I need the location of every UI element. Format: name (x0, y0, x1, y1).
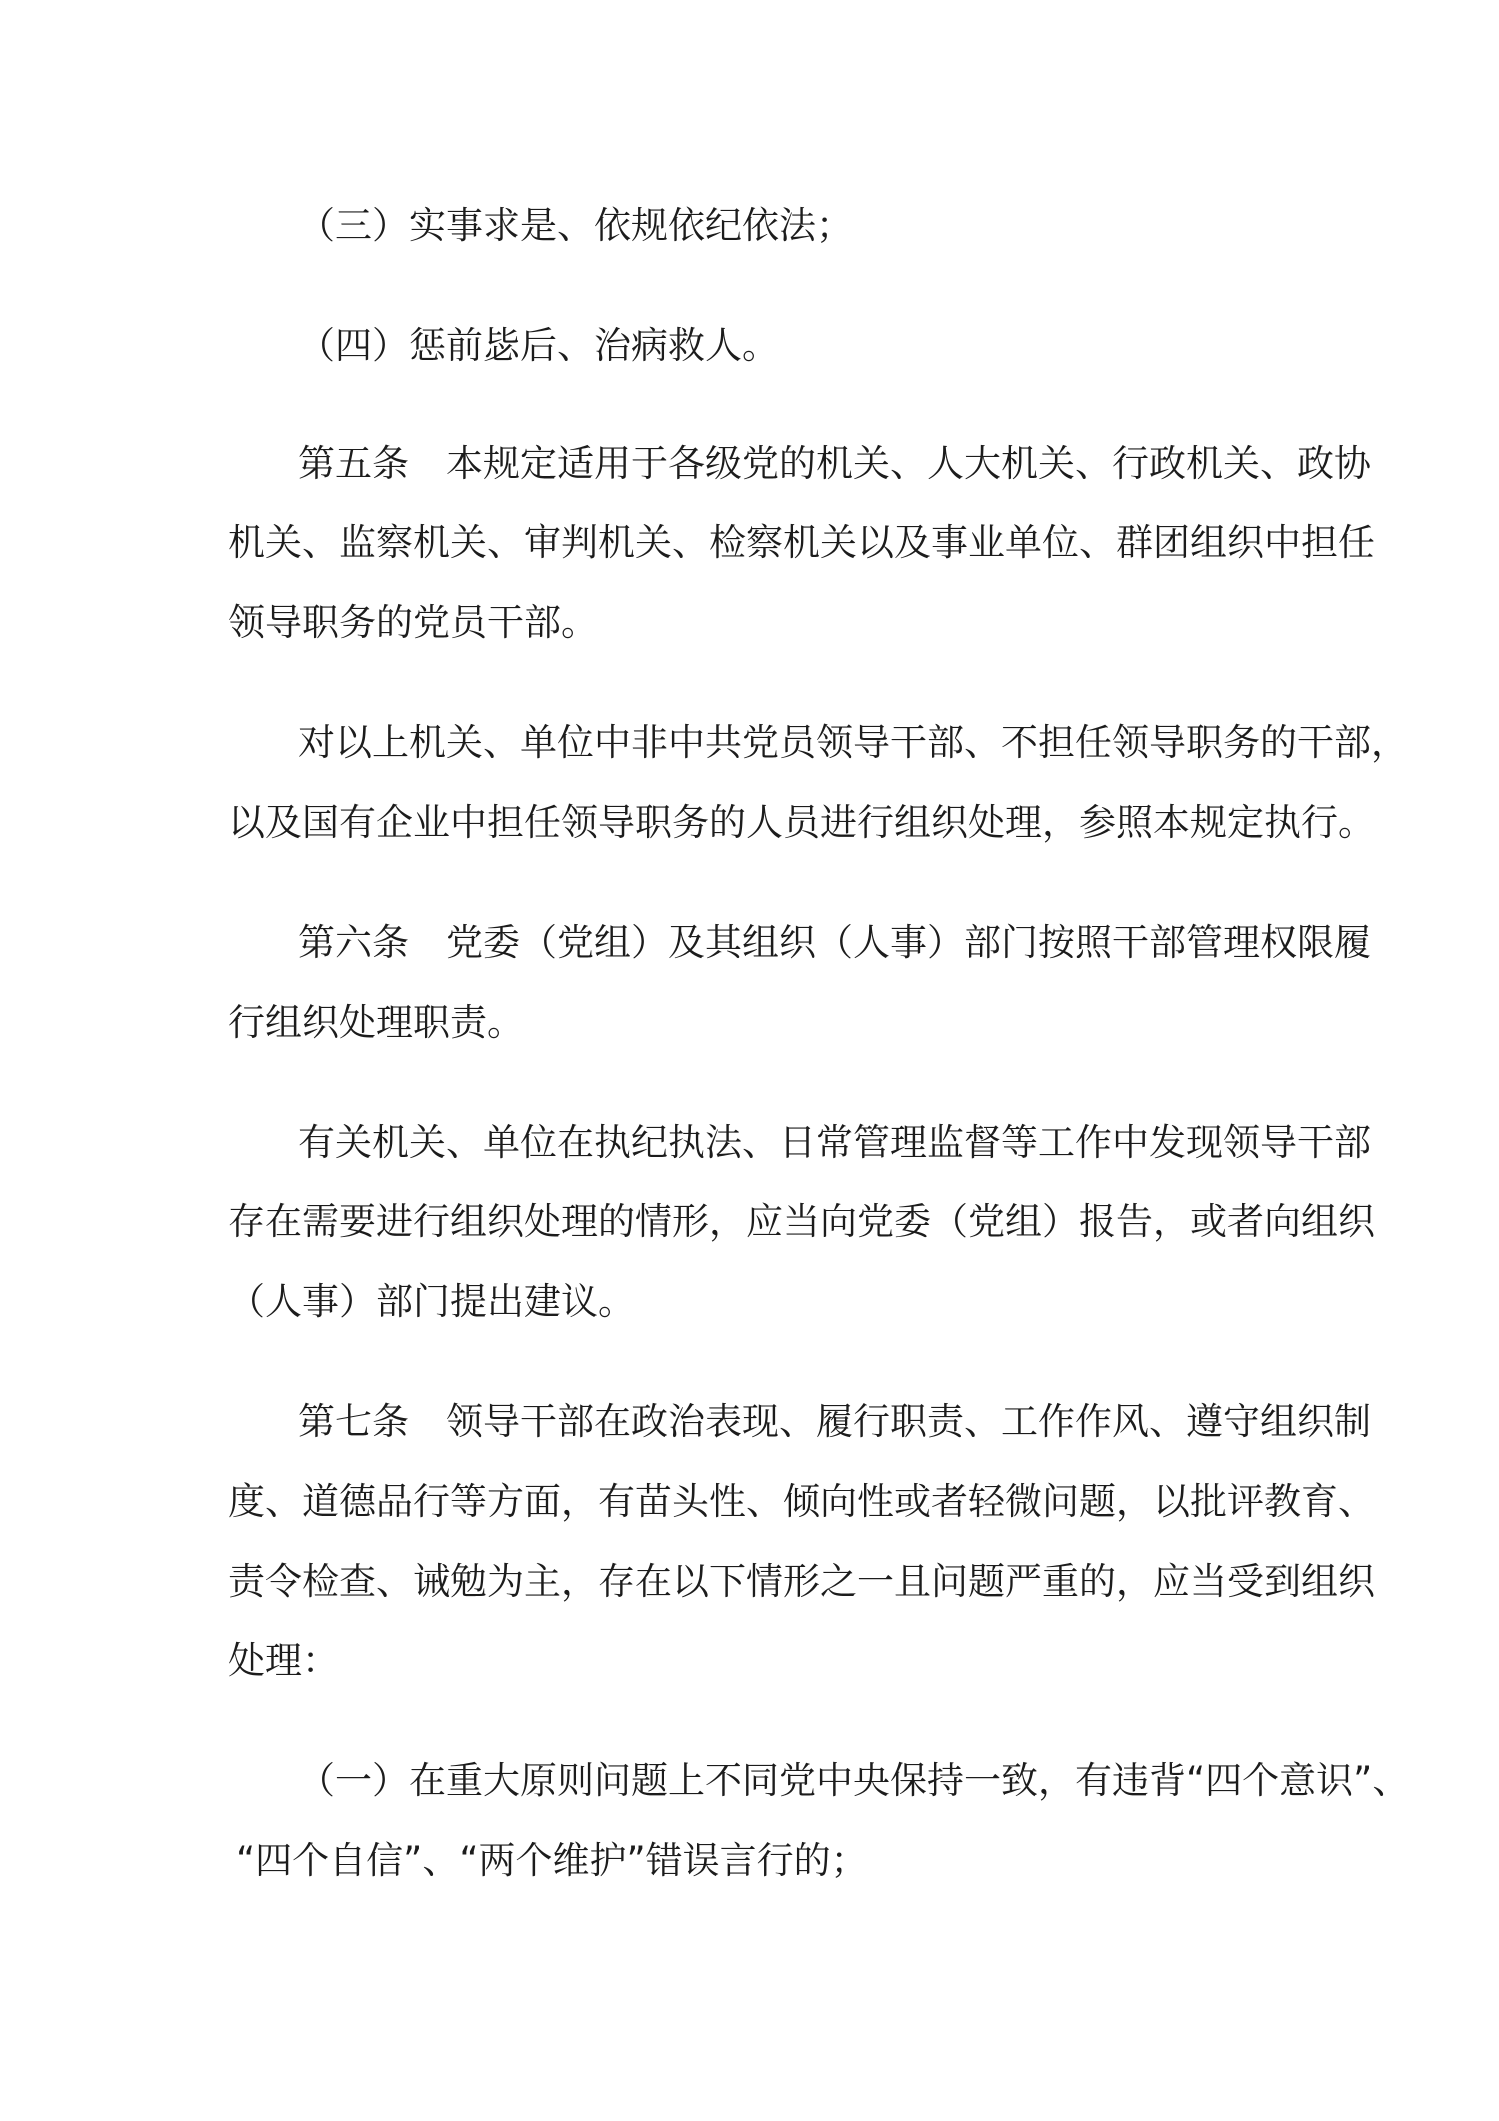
article-6-para-2-line-2: 存在需要进行组织处理的情形，应当向党委（党组）报告，或者向组织 (228, 1200, 1375, 1243)
article-7-item-1-line-1: （一）在重大原则问题上不同党中央保持一致，有违背“四个意识”、 (298, 1759, 1410, 1802)
article-7-item-1-line-2: “四个自信”、“两个维护”错误言行的； (236, 1839, 868, 1882)
article-5-line-2: 机关、监察机关、审判机关、检察机关以及事业单位、群团组织中担任 (228, 521, 1375, 564)
article-6-line-1: 第六条 党委（党组）及其组织（人事）部门按照干部管理权限履 (298, 921, 1371, 964)
article-6-para-2-line-3: （人事）部门提出建议。 (228, 1280, 635, 1323)
article-6-para-2-line-1: 有关机关、单位在执纪执法、日常管理监督等工作中发现领导干部 (298, 1121, 1371, 1164)
article-5-para-2-line-2: 以及国有企业中担任领导职务的人员进行组织处理，参照本规定执行。 (228, 801, 1375, 844)
article-7-line-4: 处理： (228, 1639, 339, 1682)
article-7-line-2: 度、道德品行等方面，有苗头性、倾向性或者轻微问题，以批评教育、 (228, 1480, 1375, 1523)
article-7-line-1: 第七条 领导干部在政治表现、履行职责、工作作风、遵守组织制 (298, 1400, 1371, 1443)
article-5-line-3: 领导职务的党员干部。 (228, 601, 598, 644)
article-7-line-3: 责令检查、诫勉为主，存在以下情形之一且问题严重的，应当受到组织 (228, 1560, 1375, 1603)
list-item-4: （四）惩前毖后、治病救人。 (298, 324, 779, 367)
article-6-line-2: 行组织处理职责。 (228, 1001, 524, 1044)
article-5-para-2-line-1: 对以上机关、单位中非中共党员领导干部、不担任领导职务的干部， (298, 721, 1408, 764)
list-item-3: （三）实事求是、依规依纪依法； (298, 204, 853, 247)
article-5-line-1: 第五条 本规定适用于各级党的机关、人大机关、行政机关、政协 (298, 442, 1371, 485)
